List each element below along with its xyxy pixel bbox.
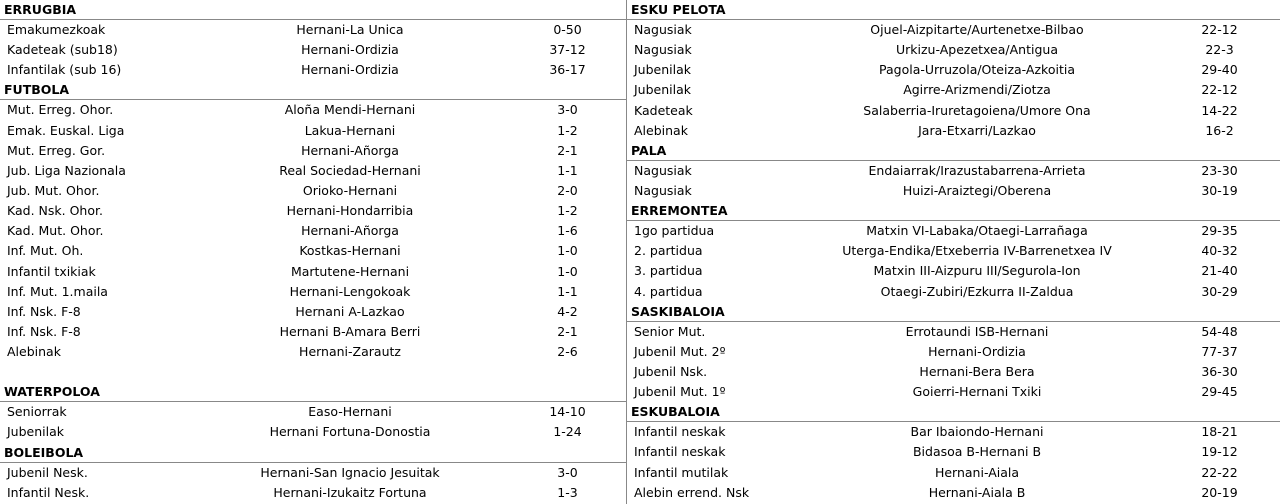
match-cell: Hernani Fortuna-Donostia bbox=[269, 424, 431, 440]
result-row bbox=[0, 141, 626, 161]
match-cell: Salaberria-Iruretagoiena/Umore Ona bbox=[863, 102, 1091, 118]
match-cell: Hernani-Aiala bbox=[934, 464, 1020, 480]
score-cell: 54-48 bbox=[1201, 323, 1238, 339]
category-cell: 4. partidua bbox=[634, 283, 703, 299]
result-row bbox=[627, 181, 1280, 201]
result-row bbox=[0, 463, 626, 483]
score-cell: 19-12 bbox=[1201, 444, 1238, 460]
score-cell: 29-45 bbox=[1201, 384, 1238, 400]
category-cell: Jubenil Mut. 2º bbox=[634, 343, 726, 359]
match-cell: Matxin VI-Labaka/Otaegi-Larrañaga bbox=[866, 223, 1088, 239]
score-cell: 37-12 bbox=[549, 42, 586, 58]
score-cell: 1-3 bbox=[557, 484, 578, 500]
category-cell: Seniorrak bbox=[7, 404, 67, 420]
score-cell: 4-2 bbox=[557, 303, 578, 319]
result-row bbox=[627, 20, 1280, 40]
result-row bbox=[627, 121, 1280, 141]
match-cell: Hernani-Lengokoak bbox=[289, 283, 411, 299]
match-cell: Ojuel-Aizpitarte/Aurtenetxe-Bilbao bbox=[870, 22, 1084, 37]
result-row bbox=[0, 322, 626, 342]
score-cell: 29-40 bbox=[1201, 62, 1238, 78]
score-cell: 36-30 bbox=[1201, 363, 1238, 379]
match-cell: Hernani-Aiala B bbox=[928, 484, 1026, 500]
category-cell: Mut. Erreg. Ohor. bbox=[7, 102, 114, 118]
score-cell: 1-24 bbox=[553, 424, 582, 440]
match-cell: Bidasoa B-Hernani B bbox=[912, 444, 1042, 460]
result-row bbox=[627, 161, 1280, 181]
category-cell: Jubenilak bbox=[634, 62, 692, 78]
result-row bbox=[0, 20, 626, 40]
section-title-waterpoloa: WATERPOLOA bbox=[0, 382, 626, 402]
match-cell: Martutene-Hernani bbox=[290, 263, 410, 279]
category-cell: Infantil Nesk. bbox=[7, 484, 90, 500]
category-cell: 1go partidua bbox=[634, 223, 715, 239]
result-row bbox=[627, 101, 1280, 121]
match-cell: Hernani-La Unica bbox=[296, 22, 404, 37]
score-cell: 22-12 bbox=[1201, 22, 1238, 37]
score-cell: 1-0 bbox=[557, 243, 578, 259]
score-cell: 36-17 bbox=[549, 62, 586, 78]
result-row bbox=[627, 362, 1280, 382]
match-cell: Jara-Etxarri/Lazkao bbox=[918, 122, 1036, 138]
category-cell: 2. partidua bbox=[634, 243, 703, 259]
match-cell: Uterga-Endika/Etxeberria IV-Barrenetxea IV bbox=[842, 243, 1112, 259]
section-title-pala: PALA bbox=[627, 141, 1280, 161]
score-cell: 3-0 bbox=[557, 102, 578, 118]
match-cell: Hernani-Añorga bbox=[301, 142, 399, 158]
result-row bbox=[627, 342, 1280, 362]
result-row bbox=[627, 60, 1280, 80]
category-cell: Nagusiak bbox=[634, 162, 692, 178]
score-cell: 23-30 bbox=[1201, 162, 1238, 178]
match-cell: Bar Ibaiondo-Hernani bbox=[910, 424, 1044, 440]
category-cell: Kad. Nsk. Ohor. bbox=[7, 203, 103, 219]
result-row bbox=[627, 241, 1280, 261]
result-row bbox=[627, 382, 1280, 402]
match-cell: Kostkas-Hernani bbox=[299, 243, 401, 259]
right-column bbox=[626, 0, 1280, 504]
score-cell: 16-2 bbox=[1205, 122, 1234, 138]
score-cell: 1-1 bbox=[557, 283, 578, 299]
result-row bbox=[0, 121, 626, 141]
category-cell: Jub. Liga Nazionala bbox=[7, 162, 126, 178]
match-cell: Hernani-Bera Bera bbox=[919, 363, 1035, 379]
score-cell: 22-12 bbox=[1201, 82, 1238, 98]
result-row bbox=[0, 483, 626, 503]
score-cell: 14-10 bbox=[549, 404, 586, 420]
result-row bbox=[627, 463, 1280, 483]
score-cell: 0-50 bbox=[553, 22, 582, 37]
score-cell: 14-22 bbox=[1201, 102, 1238, 118]
category-cell: Alebinak bbox=[7, 344, 61, 360]
category-cell: Alebin errend. Nsk bbox=[634, 484, 750, 500]
category-cell: Jub. Mut. Ohor. bbox=[7, 182, 100, 198]
result-row bbox=[627, 442, 1280, 462]
result-row bbox=[0, 181, 626, 201]
category-cell: Inf. Mut. 1.maila bbox=[7, 283, 108, 299]
result-row bbox=[0, 282, 626, 302]
score-cell: 1-6 bbox=[557, 223, 578, 239]
score-cell: 30-19 bbox=[1201, 182, 1238, 198]
category-cell: Infantilak (sub 16) bbox=[7, 62, 122, 78]
score-cell: 20-19 bbox=[1201, 484, 1238, 500]
result-row bbox=[0, 262, 626, 282]
score-cell: 1-1 bbox=[557, 162, 578, 178]
result-row bbox=[627, 221, 1280, 241]
score-cell: 1-2 bbox=[557, 122, 578, 138]
score-cell: 1-0 bbox=[557, 263, 578, 279]
score-cell: 29-35 bbox=[1201, 223, 1238, 239]
category-cell: Alebinak bbox=[634, 122, 688, 138]
category-cell: Emakumezkoak bbox=[7, 22, 106, 37]
score-cell: 40-32 bbox=[1201, 243, 1238, 259]
section-title-saskibaloia: SASKIBALOIA bbox=[627, 302, 1280, 322]
section-title-eskubaloia: ESKUBALOIA bbox=[627, 402, 1280, 422]
match-cell: Hernani-Ordizia bbox=[301, 42, 399, 58]
match-cell: Real Sociedad-Hernani bbox=[279, 162, 421, 178]
score-cell: 3-0 bbox=[557, 464, 578, 480]
match-cell: Hernani-Ordizia bbox=[301, 62, 399, 78]
match-cell: Pagola-Urruzola/Oteiza-Azkoitia bbox=[879, 62, 1075, 78]
match-cell: Hernani-San Ignacio Jesuitak bbox=[260, 464, 440, 480]
match-cell: Endaiarrak/Irazustabarrena-Arrieta bbox=[868, 162, 1086, 178]
match-cell: Huizi-Araiztegi/Oberena bbox=[902, 182, 1052, 198]
category-cell: Mut. Erreg. Gor. bbox=[7, 142, 106, 158]
result-row bbox=[0, 100, 626, 120]
category-cell: Infantil txikiak bbox=[7, 263, 96, 279]
result-row bbox=[0, 60, 626, 80]
score-cell: 18-21 bbox=[1201, 424, 1238, 440]
section-title-esku-pelota: ESKU PELOTA bbox=[627, 0, 1280, 20]
category-cell: Kadeteak (sub18) bbox=[7, 42, 118, 58]
result-row bbox=[627, 483, 1280, 503]
result-row bbox=[0, 161, 626, 181]
category-cell: Infantil mutilak bbox=[634, 464, 729, 480]
category-cell: Jubenil Nsk. bbox=[634, 363, 708, 379]
score-cell: 2-6 bbox=[557, 344, 578, 360]
result-row bbox=[0, 221, 626, 241]
category-cell: Inf. Nsk. F-8 bbox=[7, 323, 81, 339]
match-cell: Hernani-Izukaitz Fortuna bbox=[273, 484, 427, 500]
result-row bbox=[627, 322, 1280, 342]
result-row bbox=[627, 40, 1280, 60]
category-cell: Infantil neskak bbox=[634, 444, 726, 460]
score-cell: 30-29 bbox=[1201, 283, 1238, 299]
section-title-boleibola: BOLEIBOLA bbox=[0, 443, 626, 463]
category-cell: 3. partidua bbox=[634, 263, 703, 279]
result-row bbox=[627, 80, 1280, 100]
result-row bbox=[0, 201, 626, 221]
match-cell: Hernani-Añorga bbox=[301, 223, 399, 239]
category-cell: Nagusiak bbox=[634, 22, 692, 37]
result-row bbox=[0, 342, 626, 362]
result-row bbox=[627, 422, 1280, 442]
category-cell: Infantil neskak bbox=[634, 424, 726, 440]
match-cell: Hernani A-Lazkao bbox=[295, 303, 405, 319]
score-cell: 21-40 bbox=[1201, 263, 1238, 279]
category-cell: Senior Mut. bbox=[634, 323, 706, 339]
category-cell: Inf. Mut. Oh. bbox=[7, 243, 84, 259]
match-cell: Aloña Mendi-Hernani bbox=[284, 102, 416, 118]
result-row bbox=[627, 282, 1280, 302]
category-cell: Jubenil Nesk. bbox=[7, 464, 88, 480]
category-cell: Emak. Euskal. Liga bbox=[7, 122, 125, 138]
category-cell: Jubenilak bbox=[634, 82, 692, 98]
match-cell: Hernani-Ordizia bbox=[928, 343, 1026, 359]
match-cell: Matxin III-Aizpuru III/Segurola-Ion bbox=[873, 263, 1081, 279]
result-row bbox=[0, 40, 626, 60]
match-cell: Urkizu-Apezetxea/Antigua bbox=[896, 42, 1058, 58]
score-cell: 2-1 bbox=[557, 142, 578, 158]
category-cell: Inf. Nsk. F-8 bbox=[7, 303, 81, 319]
match-cell: Agirre-Arizmendi/Ziotza bbox=[903, 82, 1051, 98]
match-cell: Orioko-Hernani bbox=[302, 182, 398, 198]
result-row bbox=[0, 241, 626, 261]
category-cell: Nagusiak bbox=[634, 42, 692, 58]
section-title-erremontea: ERREMONTEA bbox=[627, 201, 1280, 221]
section-title-errugbia: ERRUGBIA bbox=[0, 0, 626, 20]
left-column bbox=[0, 0, 626, 504]
category-cell: Kad. Mut. Ohor. bbox=[7, 223, 104, 239]
score-cell: 2-1 bbox=[557, 323, 578, 339]
match-cell: Goierri-Hernani Txiki bbox=[912, 384, 1042, 400]
match-cell: Easo-Hernani bbox=[308, 404, 392, 420]
match-cell: Otaegi-Zubiri/Ezkurra II-Zaldua bbox=[880, 283, 1074, 299]
match-cell: Hernani-Hondarribia bbox=[286, 203, 414, 219]
score-cell: 22-3 bbox=[1205, 42, 1234, 58]
match-cell: Lakua-Hernani bbox=[304, 122, 396, 138]
section-title-futbola: FUTBOLA bbox=[0, 80, 626, 100]
score-cell: 77-37 bbox=[1201, 343, 1238, 359]
category-cell: Kadeteak bbox=[634, 102, 693, 118]
match-cell: Hernani B-Amara Berri bbox=[279, 323, 421, 339]
result-row bbox=[0, 402, 626, 422]
category-cell: Nagusiak bbox=[634, 182, 692, 198]
score-cell: 22-22 bbox=[1201, 464, 1238, 480]
score-cell: 1-2 bbox=[557, 203, 578, 219]
result-row bbox=[0, 302, 626, 322]
category-cell: Jubenilak bbox=[7, 424, 65, 440]
score-cell: 2-0 bbox=[557, 182, 578, 198]
match-cell: Hernani-Zarautz bbox=[299, 344, 401, 360]
section-spacer bbox=[0, 362, 626, 382]
category-cell: Jubenil Mut. 1º bbox=[634, 384, 726, 400]
match-cell: Errotaundi ISB-Hernani bbox=[905, 323, 1049, 339]
result-row bbox=[0, 422, 626, 442]
result-row bbox=[627, 261, 1280, 281]
